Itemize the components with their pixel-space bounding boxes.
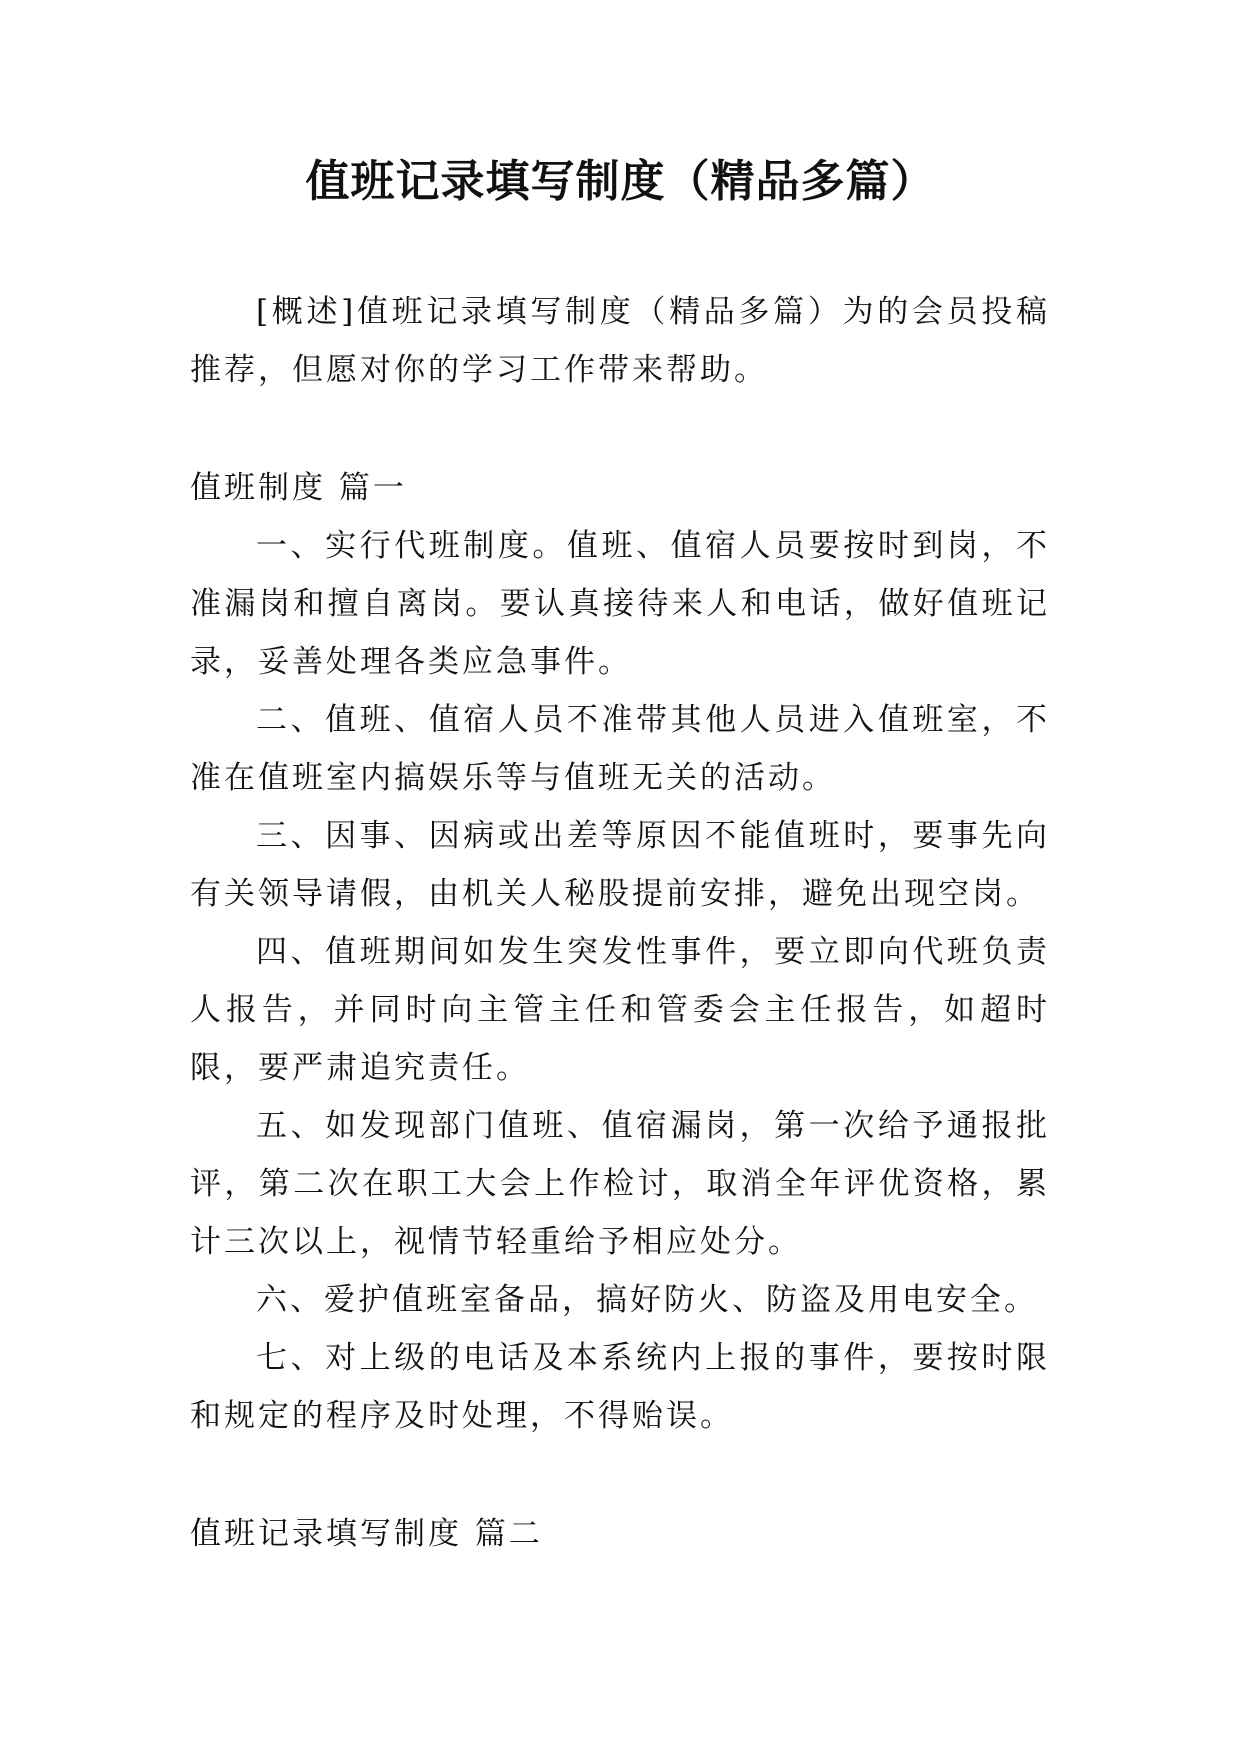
section-heading: 值班记录填写制度 篇二	[190, 1516, 543, 1552]
section-1	[190, 459, 1050, 1445]
body-paragraph: 一、实行代班制度。值班、值宿人员要按时到岗，不准漏岗和擅自离岗。要认真接待来人和电话，做好值班记录，妥善处理各类应急事件。	[190, 528, 1050, 680]
document-body	[190, 283, 1050, 1563]
body-paragraph: 二、值班、值宿人员不准带其他人员进入值班室，不准在值班室内搞娱乐等与值班无关的活动。	[190, 702, 1050, 796]
body-paragraph: 七、对上级的电话及本系统内上报的事件，要按时限和规定的程序及时处理，不得贻误。	[190, 1340, 1050, 1434]
summary-paragraph: [概述]值班记录填写制度（精品多篇）为的会员投稿推荐，但愿对你的学习工作带来帮助。	[190, 294, 1050, 388]
body-paragraph: 五、如发现部门值班、值宿漏岗，第一次给予通报批评，第二次在职工大会上作检讨，取消全年评优资格，累计三次以上，视情节轻重给予相应处分。	[190, 1108, 1050, 1260]
document-title: 值班记录填写制度（精品多篇）	[305, 156, 936, 207]
section-heading: 值班制度 篇一	[190, 470, 407, 506]
body-paragraph: 三、因事、因病或出差等原因不能值班时，要事先向有关领导请假，由机关人秘股提前安排，避免出现空岗。	[190, 818, 1050, 912]
body-paragraph: 四、值班期间如发生突发性事件，要立即向代班负责人报告，并同时向主管主任和管委会主任报告，如超时限，要严肃追究责任。	[190, 934, 1050, 1086]
section-2	[190, 1505, 1050, 1563]
body-paragraph: 六、爱护值班室备品，搞好防火、防盗及用电安全。	[256, 1282, 1038, 1318]
